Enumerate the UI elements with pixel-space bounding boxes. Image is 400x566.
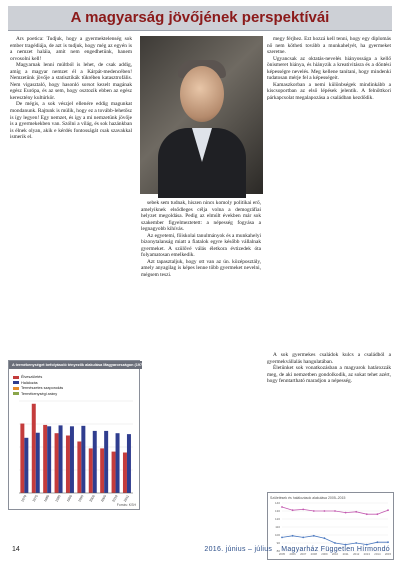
bar-halálozás [59,425,63,493]
legend-item: Termékenységi arány [13,392,63,398]
paragraph: megy férjhez. Ezt hozzá kell tenni, hogy egy diplomás nő nem kötheti tovább a munkahelyét, ha gyermeket szeretne. [267,36,391,56]
y-tick-label: 90 [276,541,280,545]
bar-halálozás [36,433,40,493]
x-tick-label: 2015 [384,552,392,556]
x-tick-label: 2007 [300,552,307,556]
data-point [313,535,315,537]
x-tick-label: 2008 [310,552,317,556]
bar-élveszületés [77,441,81,493]
x-tick-label: 2010 [111,494,119,503]
data-point [355,511,357,513]
bar-élveszületés [89,448,93,493]
paragraph: A sok gyermekes családok kulcs a családból a gyermekvállalás hangulatában. [267,352,391,365]
bar-halálozás [24,438,28,493]
paragraph: Kamaszkorban a nemi különbségek mindinkább a kiscsoportban az első lépések jelentik. A felnőttkori párkapcsolat megalapozása a családban kezdődik. [267,81,391,101]
paragraph: Ars poetica: Tudjuk, hogy a gyermektelenség sok ember tragédiája, de azt is tudjuk, hogy még az egyén is a nemzet haláia, amit nem engedhetünk, hanem orvosolni kell! [10,36,132,62]
bar-élveszületés [123,453,127,493]
y-tick-label: 80 [276,549,280,553]
legend-item: Természetes szaporodás [13,386,63,392]
bar-élveszületés [66,436,70,494]
bar-élveszületés [32,404,36,493]
chart-title: Születések és halálozások alakulása 2005–2015 [270,496,346,500]
x-tick-label: 1975 [31,494,39,503]
x-tick-label: 2005 [100,494,108,503]
bar-élveszületés [55,433,59,493]
data-point [302,537,304,539]
x-tick-label: 1980 [43,494,51,503]
data-point [281,537,283,539]
x-tick-label: 2010 [331,552,339,556]
data-point [387,509,389,511]
article-column-2 [141,200,261,488]
bar-halálozás [81,426,85,493]
y-tick-label: 100 [274,533,280,537]
data-point [334,510,336,512]
legend-item: Élveszületés [13,375,63,381]
x-tick-label: 2006 [289,552,296,556]
x-tick-label: 1990 [65,494,74,503]
bar-élveszületés [43,425,47,493]
chart-title: A termékenységet befolyásoló tényezők alakulása Magyarországon (1970–2011) [9,361,142,369]
data-point [324,510,326,512]
data-point [377,513,379,515]
data-point [292,509,294,511]
paragraph: Azt tapasztaljuk, hogy ott van az ún. középosztály, amely anyagilag is képes lenne több gyermeket nevelni, mégsem teszi. [141,258,261,279]
data-point [313,510,315,512]
x-tick-label: 1995 [77,494,85,503]
x-tick-label: 2012 [353,552,360,556]
bar-halálozás [104,431,108,493]
footer-issue: 2016. június – július Magyarház Független Hírmondó [204,546,390,553]
bar-halálozás [127,434,131,493]
paragraph: Magyarnak lenni múltból is lehet, de csak addig, amíg a magyar nemzet él a Kárpát-medencében! Nemzetünk jövője a statisztikák tükrében katasztrofális. Nem vigasztaló, hogy hasonló sorsot kezelt magának egész Európa, és az sem, hogy osztozik ebben az egész keresztény kultúrkör. [10,62,132,101]
paragraph: sebek sem tudnak, hiszen nincs komoly politikai erő, amelyiknek elsődleges célja volna a demográfiai helyzet megoldása. Pedig az elmúlt években már sok szakember figyelmeztetett: a népesség fogyása a legnagyobb kihívás. [141,200,261,233]
paragraph: Életünket sok vonatkozásban a magyarok határozzák meg, de aki nemzetben gondolkodik, az sokat tehet azért, hogy fenntartható maradjon a népesség. [267,365,391,385]
data-point [281,506,283,508]
article-column-3 [267,36,391,256]
portrait-photo [140,36,263,194]
x-tick-label: 2013 [363,552,370,556]
data-point [324,537,326,539]
page-footer [8,542,392,558]
bar-élveszületés [100,448,104,493]
bar-halálozás [70,426,74,493]
chart-source: Forrás: KSH [116,503,136,507]
legend-item: Halálozás [13,381,63,387]
x-tick-label: 2011 [122,494,130,503]
article-column-1 [10,36,132,356]
data-point [345,512,347,514]
bar-halálozás [47,426,51,493]
data-point [292,535,294,537]
article-title: A magyarság jövőjének perspektívái [8,6,392,31]
x-tick-label: 2005 [278,552,286,556]
y-tick-label: 120 [274,517,280,521]
y-tick-label: 130 [274,509,280,513]
x-tick-label: 2011 [342,552,349,556]
x-tick-label: 2000 [88,494,96,503]
data-point [302,509,304,511]
article-column-3-lower [267,352,391,488]
bar-halálozás [93,431,97,493]
x-tick-label: 2014 [374,552,381,556]
paragraph: Az egyetemi, főiskolai tanulmányok és a munkahelyi bizonytalanság miatt a fiatalok egyre később vállalnak gyermeket. A szülővé válás életkora évtizedek óta folyamatosan emelkedik. [141,232,261,259]
x-tick-label: 1970 [20,494,28,503]
data-point [366,513,368,515]
bar-halálozás [116,433,120,493]
bar-élveszületés [20,424,24,493]
y-tick-label: 110 [275,525,280,529]
x-tick-label: 1985 [54,494,62,503]
bar-chart [9,361,139,509]
chart-panel-demographics [8,360,156,510]
paragraph: Ugyancsak az oktatás-nevelés hiányossága a kellő önismeret hiánya, és hiányzik a kreativitásra és a döntési képességre nevelés. Meg kellene tanítani, hogy mindenki tudatosan mérje fel a képességeit. [267,55,391,82]
paragraph: De mégis, a sok vészjel ellenére eddig magunkat mondanunk. Rajtunk is múlik, hogy ez a tovább-lehetősz is így legyen! Egy nemzet, és így a mi nemzetünk jövője is a gyermekekben van. Szólni a világ, és sok hazánkban is élnek olyan, akik e kérdés fontosságát csak szavakkal ismerik el. [10,101,132,141]
x-tick-label: 2009 [321,552,328,556]
y-tick-label: 140 [274,501,280,505]
bar-élveszületés [112,452,116,493]
page-number: 14 [12,546,20,553]
